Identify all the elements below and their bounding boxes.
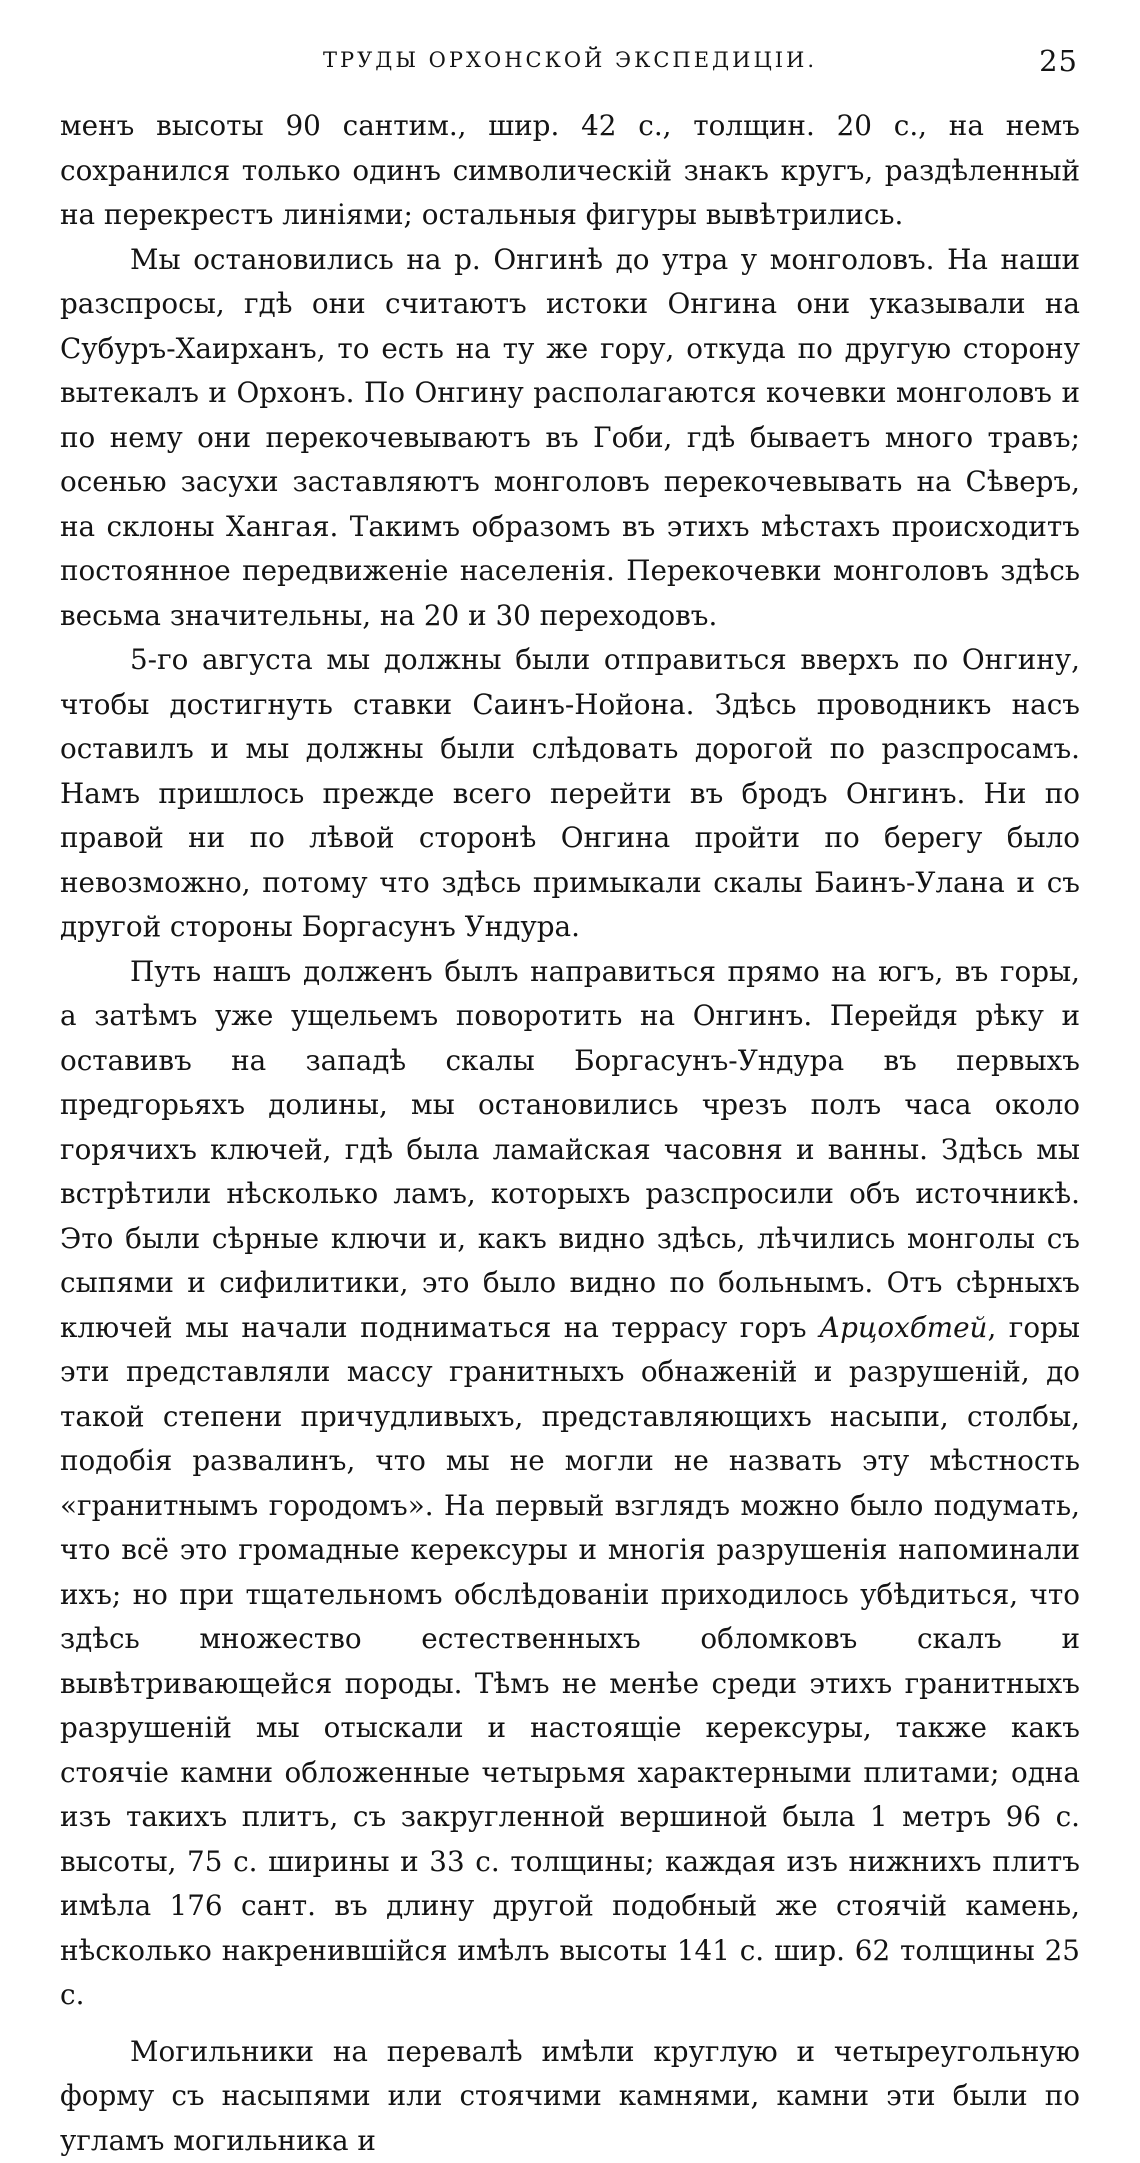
running-head	[60, 42, 1080, 82]
page-number: 25	[1039, 44, 1078, 78]
running-title: ТРУДЫ ОРХОНСКОЙ ЭКСПЕДИЦІИ.	[60, 48, 1080, 72]
body-text	[60, 104, 1080, 2163]
paragraph-3: 5-го августа мы должны были отправиться вверхъ по Онгину, чтобы достигнуть ставки Саинъ-Нойона. Здѣсь проводникъ насъ оставилъ и мы должны были слѣдовать дорогой по разспросамъ. Намъ пришлось прежде всего перейти въ бродъ Онгинъ. Ни по правой ни по лѣвой сторонѣ Онгина пройти по берегу было невозможно, потому что здѣсь примыкали скалы Баинъ-Улана и съ другой стороны Боргасунъ Ундура.	[60, 638, 1080, 950]
paragraph-4	[60, 950, 1080, 2018]
paragraph-4-text-start: Путь нашъ долженъ былъ направиться прямо на югъ, въ горы, а затѣмъ уже ущельемъ поворотить на Онгинъ. Перейдя рѣку и оставивъ на западѣ скалы Боргасунъ-Ундура въ первыхъ предгорьяхъ долины, мы остановились чрезъ полъ часа около горячихъ ключей, гдѣ была ламайская часовня и ванны. Здѣсь мы встрѣтили нѣсколько ламъ, которыхъ разспросили объ источникѣ. Это были сѣрные ключи и, какъ видно здѣсь, лѣчились монголы съ сыпями и сифилитики, это было видно по больнымъ. Отъ сѣрныхъ ключей мы начали подниматься на террасу горъ	[60, 955, 1080, 1344]
place-name-italic: Арцохбтей	[819, 1311, 987, 1344]
paragraph-4-text-end: , горы эти представляли массу гранитныхъ обнаженій и разрушеній, до такой степени причудливыхъ, представляющихъ насыпи, столбы, подобія развалинъ, что мы не могли не назвать эту мѣстность «гранитнымъ городомъ». На первый взглядъ можно было подумать, что всё это громадные керексуры и многія разрушенія напоминали ихъ; но при тщательномъ обслѣдованіи приходилось убѣдиться, что здѣсь множество естественныхъ обломковъ скалъ и вывѣтривающейся породы. Тѣмъ не менѣе среди этихъ гранитныхъ разрушеній мы отыскали и настоящіе керексуры, также какъ стоячіе камни обложенные четырьмя характерными плитами; одна изъ такихъ плитъ, съ закругленной вершиной была 1 метръ 96 с. высоты, 75 с. ширины и 33 с. толщины; каждая изъ нижнихъ плитъ имѣла 176 сант. въ длину другой подобный же стоячій камень, нѣсколько накренившійся имѣлъ высоты 141 с. шир. 62 толщины 25 с.	[60, 1311, 1080, 2012]
paragraph-5: Могильники на перевалѣ имѣли круглую и четыреугольную форму съ насыпями или стоячими камнями, камни эти были по угламъ могильника и	[60, 2030, 1080, 2163]
paragraph-2: Мы остановились на р. Онгинѣ до утра у монголовъ. На наши разспросы, гдѣ они считаютъ истоки Онгина они указывали на Субуръ-Хаирханъ, то есть на ту же гору, откуда по другую сторону вытекалъ и Орхонъ. По Онгину располагаются кочевки монголовъ и по нему они перекочевываютъ въ Гоби, гдѣ бываетъ много травъ; осенью засухи заставляютъ монголовъ перекочевывать на Сѣверъ, на склоны Хангая. Такимъ образомъ въ этихъ мѣстахъ происходитъ постоянное передвиженіе населенія. Перекочевки монголовъ здѣсь весьма значительны, на 20 и 30 переходовъ.	[60, 238, 1080, 639]
paragraph-1: менъ высоты 90 сантим., шир. 42 с., толщин. 20 с., на немъ сохранился только одинъ символическій знакъ кругъ, раздѣленный на перекрестъ линіями; остальныя фигуры вывѣтрились.	[60, 104, 1080, 238]
